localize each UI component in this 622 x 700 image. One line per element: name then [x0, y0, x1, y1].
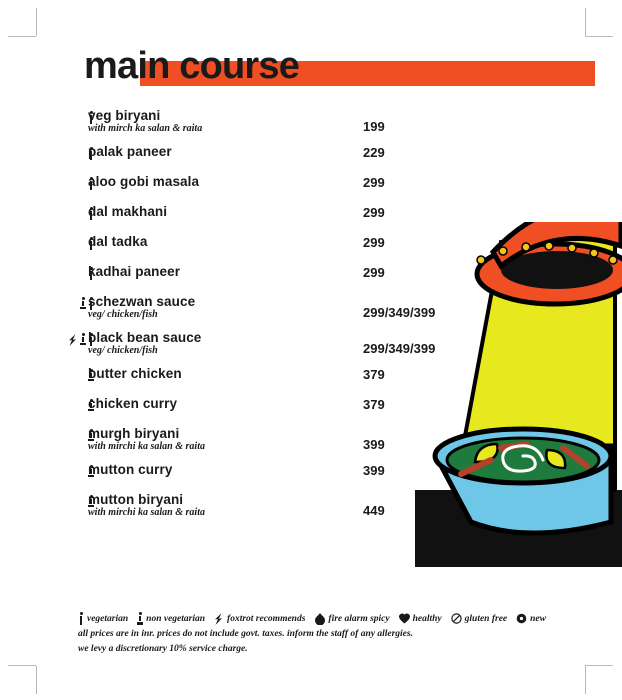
- menu-item-price: 379: [363, 367, 385, 382]
- menu-item-name: mutton biryani: [88, 492, 184, 507]
- crop-mark-bottom-right: [585, 665, 613, 666]
- heart-icon: [399, 613, 410, 625]
- menu-item-name: schezwan sauce: [88, 294, 196, 309]
- menu-item-description: with mirch ka salan & raita: [88, 123, 203, 134]
- filled-circle-icon: [516, 613, 527, 625]
- crop-mark-bottom-left: [8, 665, 36, 666]
- menu-item-price: 379: [363, 397, 385, 412]
- menu-item-price: 229: [363, 145, 385, 160]
- page-header: [0, 44, 622, 92]
- menu-item-row: [60, 204, 460, 226]
- footer-note-line-1: all prices are in inr. prices do not include govt. taxes. inform the staff of any allergies.: [78, 629, 413, 639]
- menu-item-name: aloo gobi masala: [88, 174, 200, 189]
- menu-item-name: kadhai paneer: [88, 264, 181, 279]
- menu-item-name: mutton curry: [88, 462, 173, 477]
- menu-list: [60, 108, 460, 528]
- menu-item-price: 299/349/399: [363, 341, 436, 356]
- footer-note-line-2: we levy a discretionary 10% service charge.: [78, 644, 248, 654]
- flame-icon: [314, 613, 325, 625]
- menu-item-price: 299: [363, 235, 385, 250]
- legend-item: [314, 613, 389, 625]
- legend-item-label: vegetarian: [87, 613, 129, 624]
- legend-item-label: fire alarm spicy: [328, 613, 390, 624]
- menu-item-name: veg biryani: [88, 108, 161, 123]
- menu-item-row: [60, 264, 460, 286]
- menu-item-name: butter chicken: [88, 366, 182, 381]
- crop-mark-top-left: [36, 8, 37, 36]
- ufo-illustration: [415, 222, 622, 567]
- menu-item-price: 299/349/399: [363, 305, 436, 320]
- non-vegetarian-icon: [80, 333, 86, 346]
- menu-item-price: 199: [363, 119, 385, 134]
- menu-item-name: chicken curry: [88, 396, 178, 411]
- menu-item-row: [60, 492, 460, 522]
- menu-item-price: 299: [363, 205, 385, 220]
- legend-item: [137, 612, 205, 625]
- footer: [78, 612, 598, 655]
- legend-item: [399, 613, 442, 625]
- lightning-bolt-icon: [214, 612, 223, 625]
- menu-item-row: [60, 234, 460, 256]
- legend-item-label: foxtrot recommends: [227, 613, 306, 624]
- menu-item-price: 399: [363, 463, 385, 478]
- non-vegetarian-icon: [137, 612, 143, 625]
- menu-item-description: veg/ chicken/fish: [88, 345, 158, 356]
- menu-item-row: [60, 330, 460, 360]
- menu-item-row: [60, 462, 460, 484]
- menu-item-row: [60, 294, 460, 324]
- lightning-bolt-icon: [68, 333, 77, 346]
- menu-item-row: [60, 396, 460, 418]
- crossed-circle-icon: [451, 613, 462, 625]
- menu-item-price: 449: [363, 503, 385, 518]
- crop-mark-bottom-left: [36, 666, 37, 694]
- legend-item: [451, 613, 507, 625]
- crop-mark-bottom-right: [585, 666, 586, 694]
- menu-item-price: 299: [363, 265, 385, 280]
- menu-item-row: [60, 108, 460, 138]
- crop-mark-top-right: [585, 36, 613, 37]
- legend: [78, 612, 598, 625]
- menu-item-name: murgh biryani: [88, 426, 180, 441]
- menu-item-row: [60, 426, 460, 456]
- legend-item: [78, 612, 128, 625]
- menu-item-name: dal makhani: [88, 204, 168, 219]
- menu-item-row: [60, 144, 460, 166]
- page-title: main course: [84, 45, 300, 87]
- legend-item: [516, 613, 546, 625]
- non-vegetarian-icon: [80, 297, 86, 310]
- menu-item-price: 399: [363, 437, 385, 452]
- menu-item-price: 299: [363, 175, 385, 190]
- legend-item: [214, 612, 305, 625]
- legend-item-label: gluten free: [464, 613, 508, 624]
- menu-item-row: [60, 174, 460, 196]
- legend-item-label: non vegetarian: [146, 613, 206, 624]
- legend-item-label: new: [530, 613, 546, 624]
- menu-item-description: veg/ chicken/fish: [88, 309, 158, 320]
- menu-item-description: with mirchi ka salan & raita: [88, 507, 205, 518]
- menu-item-row: [60, 366, 460, 388]
- menu-item-name: palak paneer: [88, 144, 172, 159]
- crop-mark-top-right: [585, 8, 586, 36]
- menu-item-name: dal tadka: [88, 234, 148, 249]
- menu-item-name: black bean sauce: [88, 330, 202, 345]
- legend-item-label: healthy: [412, 613, 442, 624]
- crop-mark-top-left: [8, 36, 36, 37]
- veg-icon: [78, 612, 84, 625]
- menu-item-description: with mirchi ka salan & raita: [88, 441, 205, 452]
